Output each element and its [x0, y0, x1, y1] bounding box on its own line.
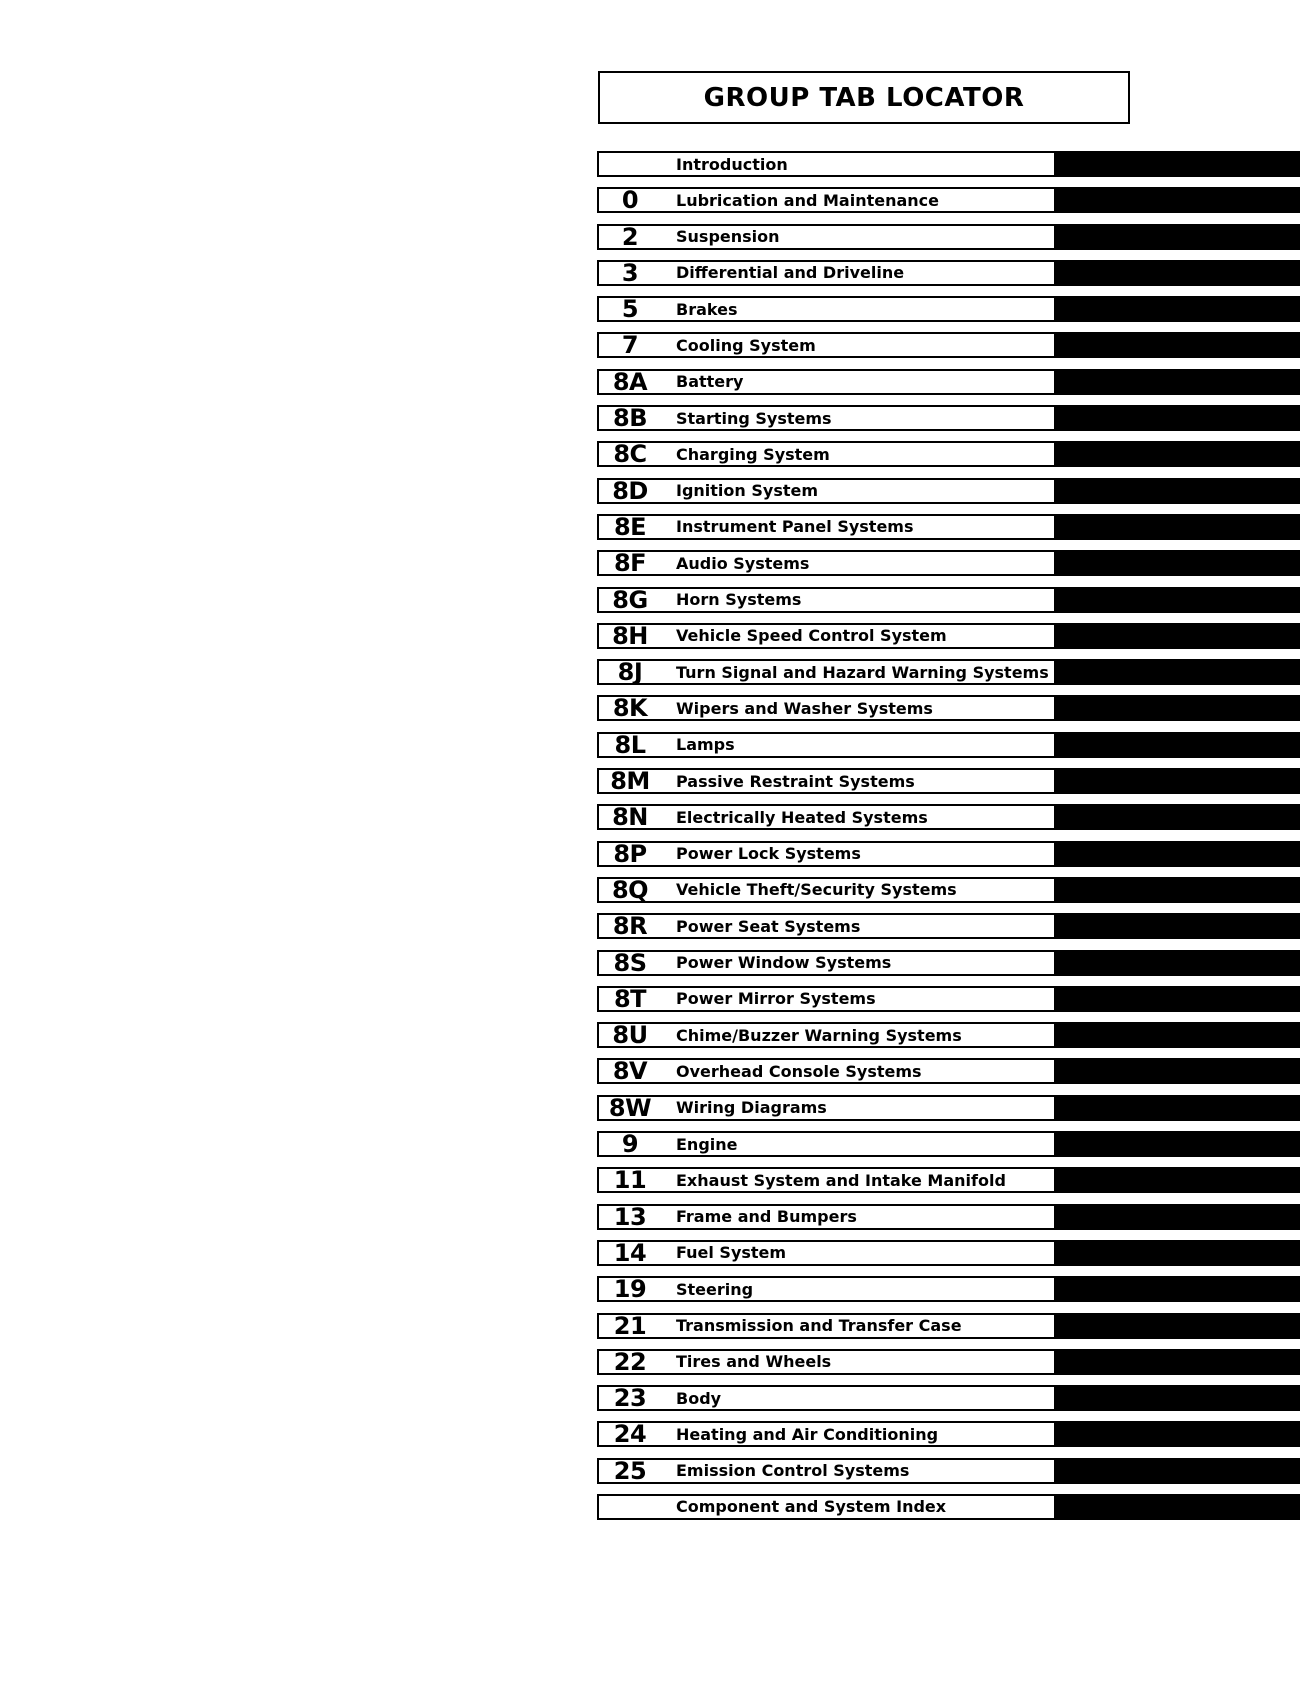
group-tab-row[interactable] — [597, 1494, 1300, 1520]
group-tab-row[interactable] — [597, 695, 1300, 721]
group-tab-title: Chime/Buzzer Warning Systems — [676, 1025, 962, 1045]
group-tab-edge-marker[interactable] — [1056, 1494, 1300, 1520]
group-tab-row[interactable] — [597, 841, 1300, 867]
group-tab-row[interactable] — [597, 1240, 1300, 1266]
group-tab-title: Fuel System — [676, 1243, 787, 1263]
group-tab-label-box[interactable] — [597, 550, 1056, 576]
group-tab-number: 8G — [612, 585, 648, 614]
group-tab-title: Vehicle Speed Control System — [676, 626, 947, 646]
group-tab-number: 8B — [613, 404, 647, 433]
group-tab-title: Introduction — [676, 154, 788, 174]
group-tab-label-box[interactable] — [597, 950, 1056, 976]
group-tab-row[interactable] — [597, 1058, 1300, 1084]
group-tab-edge-marker[interactable] — [1056, 224, 1300, 250]
group-tab-number: 8D — [612, 476, 648, 505]
group-tab-number: 14 — [613, 1238, 647, 1267]
group-tab-row[interactable] — [597, 187, 1300, 213]
group-tab-title: Ignition System — [676, 481, 819, 501]
group-tab-title: Lamps — [676, 735, 735, 755]
group-tab-title: Battery — [676, 372, 744, 392]
group-tab-label-box[interactable] — [597, 296, 1056, 322]
group-tab-label-box[interactable] — [597, 841, 1056, 867]
group-tab-number: 8W — [608, 1093, 652, 1122]
group-tab-row[interactable] — [597, 1131, 1300, 1157]
group-tab-label-box[interactable] — [597, 659, 1056, 685]
group-tab-number: 11 — [613, 1166, 647, 1195]
group-tab-title: Brakes — [676, 299, 738, 319]
group-tab-number: 8C — [613, 440, 647, 469]
group-tab-label-box[interactable] — [597, 1204, 1056, 1230]
group-tab-row[interactable] — [597, 659, 1300, 685]
group-tab-number: 8A — [612, 367, 648, 396]
group-tab-title: Steering — [676, 1279, 754, 1299]
group-tab-title: Turn Signal and Hazard Warning Systems — [676, 662, 1049, 682]
group-tab-edge-marker[interactable] — [1056, 369, 1300, 395]
group-tab-number: 2 — [621, 222, 639, 251]
group-tab-title: Exhaust System and Intake Manifold — [676, 1170, 1006, 1190]
group-tab-label-box[interactable] — [597, 986, 1056, 1012]
group-tab-label-box[interactable] — [597, 1458, 1056, 1484]
group-tab-title: Horn Systems — [676, 590, 802, 610]
group-tab-edge-marker[interactable] — [1056, 296, 1300, 322]
group-tab-title: Instrument Panel Systems — [676, 517, 914, 537]
group-tab-number: 7 — [621, 331, 639, 360]
group-tab-title: Overhead Console Systems — [676, 1061, 922, 1081]
group-tab-label-box[interactable] — [597, 695, 1056, 721]
group-tab-edge-marker[interactable] — [1056, 151, 1300, 177]
group-tab-row[interactable] — [597, 1276, 1300, 1302]
group-tab-row[interactable] — [597, 441, 1300, 467]
group-tab-title: Vehicle Theft/Security Systems — [676, 880, 957, 900]
group-tab-row[interactable] — [597, 986, 1300, 1012]
group-tab-label-box[interactable] — [597, 514, 1056, 540]
group-tab-title: Wipers and Washer Systems — [676, 698, 933, 718]
group-tab-number: 8M — [610, 767, 650, 796]
group-tab-row[interactable] — [597, 913, 1300, 939]
group-tab-title: Audio Systems — [676, 553, 810, 573]
group-tab-label-box[interactable] — [597, 1313, 1056, 1339]
group-tab-edge-marker[interactable] — [1056, 623, 1300, 649]
group-tab-row[interactable] — [597, 1313, 1300, 1339]
group-tab-label-box[interactable] — [597, 1240, 1056, 1266]
group-tab-edge-marker[interactable] — [1056, 841, 1300, 867]
group-tab-label-box[interactable] — [597, 441, 1056, 467]
group-tab-row[interactable] — [597, 877, 1300, 903]
group-tab-row[interactable] — [597, 732, 1300, 758]
group-tab-number: 8T — [613, 984, 647, 1013]
group-tab-number: 21 — [613, 1311, 647, 1340]
group-tab-label-box[interactable] — [597, 260, 1056, 286]
group-tab-number: 24 — [613, 1420, 647, 1449]
group-tab-title: Component and System Index — [676, 1497, 947, 1517]
group-tab-label-box[interactable] — [597, 405, 1056, 431]
group-tab-edge-marker[interactable] — [1056, 1167, 1300, 1193]
group-tab-edge-marker[interactable] — [1056, 550, 1300, 576]
group-tab-number: 25 — [613, 1456, 647, 1485]
group-tab-label-box[interactable] — [597, 1058, 1056, 1084]
group-tab-edge-marker[interactable] — [1056, 695, 1300, 721]
group-tab-label-box[interactable] — [597, 1276, 1056, 1302]
group-tab-title: Power Seat Systems — [676, 916, 861, 936]
group-tab-row[interactable] — [597, 768, 1300, 794]
group-tab-row[interactable] — [597, 224, 1300, 250]
group-tab-number: 8L — [614, 730, 646, 759]
group-tab-row[interactable] — [597, 296, 1300, 322]
group-tab-title: Starting Systems — [676, 408, 832, 428]
group-tab-edge-marker[interactable] — [1056, 514, 1300, 540]
group-tab-edge-marker[interactable] — [1056, 187, 1300, 213]
group-tab-title: Emission Control Systems — [676, 1461, 910, 1481]
group-tab-number: 8S — [613, 948, 647, 977]
group-tab-label-box[interactable] — [597, 768, 1056, 794]
group-tab-title: Frame and Bumpers — [676, 1207, 857, 1227]
group-tab-title: Suspension — [676, 227, 780, 247]
group-tab-label-box[interactable] — [597, 151, 1056, 177]
group-tab-number: 8E — [613, 512, 647, 541]
group-tab-row[interactable] — [597, 623, 1300, 649]
group-tab-edge-marker[interactable] — [1056, 1240, 1300, 1266]
group-tab-title: Electrically Heated Systems — [676, 807, 928, 827]
group-tab-label-box[interactable] — [597, 1349, 1056, 1375]
group-tab-title: Heating and Air Conditioning — [676, 1424, 939, 1444]
group-tab-label-box[interactable] — [597, 587, 1056, 613]
group-tab-number: 19 — [613, 1275, 647, 1304]
group-tab-edge-marker[interactable] — [1056, 1385, 1300, 1411]
group-tab-title: Transmission and Transfer Case — [676, 1316, 962, 1335]
group-tab-row[interactable] — [597, 1385, 1300, 1411]
group-tab-label-box[interactable] — [597, 913, 1056, 939]
group-tab-label-box[interactable] — [597, 187, 1056, 213]
group-tab-edge-marker[interactable] — [1056, 1349, 1300, 1375]
group-tab-edge-marker[interactable] — [1056, 804, 1300, 830]
group-tab-label-box[interactable] — [597, 1494, 1056, 1520]
group-tab-title: Power Mirror Systems — [676, 989, 876, 1009]
group-tab-edge-marker[interactable] — [1056, 332, 1300, 358]
group-tab-edge-marker[interactable] — [1056, 1204, 1300, 1230]
group-tab-title: Charging System — [676, 444, 830, 464]
group-tab-edge-marker[interactable] — [1056, 732, 1300, 758]
group-tab-row[interactable] — [597, 478, 1300, 504]
group-tab-edge-marker[interactable] — [1056, 1095, 1300, 1121]
group-tab-row[interactable] — [597, 1095, 1300, 1121]
group-tab-title: Cooling System — [676, 335, 816, 355]
group-tab-number: 8Q — [611, 875, 649, 904]
group-tab-edge-marker[interactable] — [1056, 1313, 1300, 1339]
group-tab-edge-marker[interactable] — [1056, 441, 1300, 467]
group-tab-number: 8F — [613, 549, 647, 578]
group-tab-number: 0 — [621, 186, 639, 215]
group-tab-row[interactable] — [597, 514, 1300, 540]
group-tab-edge-marker[interactable] — [1056, 1458, 1300, 1484]
group-tab-row[interactable] — [597, 405, 1300, 431]
group-tab-edge-marker[interactable] — [1056, 986, 1300, 1012]
group-tab-list — [597, 151, 1300, 1530]
group-tab-number: 8R — [612, 912, 648, 941]
group-tab-number: 9 — [621, 1130, 639, 1159]
group-tab-number: 8P — [613, 839, 647, 868]
group-tab-number: 22 — [613, 1347, 647, 1376]
group-tab-number: 8U — [612, 1021, 648, 1050]
group-tab-row[interactable] — [597, 260, 1300, 286]
group-tab-label-box[interactable] — [597, 1421, 1056, 1447]
group-tab-row[interactable] — [597, 1167, 1300, 1193]
group-tab-edge-marker[interactable] — [1056, 768, 1300, 794]
group-tab-edge-marker[interactable] — [1056, 405, 1300, 431]
group-tab-edge-marker[interactable] — [1056, 1058, 1300, 1084]
group-tab-title: Power Window Systems — [676, 953, 892, 973]
group-tab-label-box[interactable] — [597, 332, 1056, 358]
group-tab-edge-marker[interactable] — [1056, 1131, 1300, 1157]
group-tab-row[interactable] — [597, 587, 1300, 613]
group-tab-title: Tires and Wheels — [676, 1352, 832, 1372]
group-tab-number: 5 — [621, 295, 639, 324]
group-tab-edge-marker[interactable] — [1056, 877, 1300, 903]
group-tab-label-box[interactable] — [597, 1022, 1056, 1048]
group-tab-label-box[interactable] — [597, 804, 1056, 830]
group-tab-row[interactable] — [597, 550, 1300, 576]
group-tab-locator-header — [598, 71, 1130, 124]
group-tab-edge-marker[interactable] — [1056, 1022, 1300, 1048]
group-tab-title: Differential and Driveline — [676, 263, 905, 283]
group-tab-number: 13 — [613, 1202, 647, 1231]
group-tab-title: Lubrication and Maintenance — [676, 190, 939, 210]
group-tab-label-box[interactable] — [597, 224, 1056, 250]
group-tab-row[interactable] — [597, 1022, 1300, 1048]
group-tab-number: 8N — [612, 803, 648, 832]
group-tab-row[interactable] — [597, 1349, 1300, 1375]
group-tab-label-box[interactable] — [597, 369, 1056, 395]
group-tab-row[interactable] — [597, 1458, 1300, 1484]
group-tab-label-box[interactable] — [597, 478, 1056, 504]
group-tab-title: Power Lock Systems — [676, 844, 861, 864]
group-tab-row[interactable] — [597, 332, 1300, 358]
group-tab-row[interactable] — [597, 804, 1300, 830]
group-tab-row[interactable] — [597, 950, 1300, 976]
group-tab-row[interactable] — [597, 1421, 1300, 1447]
group-tab-number: 8K — [612, 694, 648, 723]
group-tab-edge-marker[interactable] — [1056, 659, 1300, 685]
group-tab-edge-marker[interactable] — [1056, 260, 1300, 286]
group-tab-label-box[interactable] — [597, 1131, 1056, 1157]
group-tab-edge-marker[interactable] — [1056, 913, 1300, 939]
group-tab-label-box[interactable] — [597, 1167, 1056, 1193]
group-tab-title: Wiring Diagrams — [676, 1098, 827, 1118]
group-tab-edge-marker[interactable] — [1056, 1421, 1300, 1447]
group-tab-label-box[interactable] — [597, 623, 1056, 649]
group-tab-label-box[interactable] — [597, 1095, 1056, 1121]
group-tab-number: 3 — [621, 258, 639, 287]
page-title: GROUP TAB LOCATOR — [703, 82, 1025, 113]
group-tab-label-box[interactable] — [597, 877, 1056, 903]
group-tab-title: Passive Restraint Systems — [676, 771, 915, 791]
group-tab-edge-marker[interactable] — [1056, 478, 1300, 504]
group-tab-title: Engine — [676, 1134, 738, 1154]
group-tab-number: 8H — [612, 621, 648, 650]
group-tab-title: Body — [676, 1388, 722, 1408]
group-tab-edge-marker[interactable] — [1056, 950, 1300, 976]
group-tab-number: 23 — [613, 1384, 647, 1413]
group-tab-label-box[interactable] — [597, 1385, 1056, 1411]
group-tab-row[interactable] — [597, 1204, 1300, 1230]
group-tab-label-box[interactable] — [597, 732, 1056, 758]
group-tab-edge-marker[interactable] — [1056, 587, 1300, 613]
group-tab-edge-marker[interactable] — [1056, 1276, 1300, 1302]
group-tab-row[interactable] — [597, 151, 1300, 177]
group-tab-row[interactable] — [597, 369, 1300, 395]
group-tab-number: 8V — [612, 1057, 648, 1086]
group-tab-number: 8J — [617, 658, 643, 687]
